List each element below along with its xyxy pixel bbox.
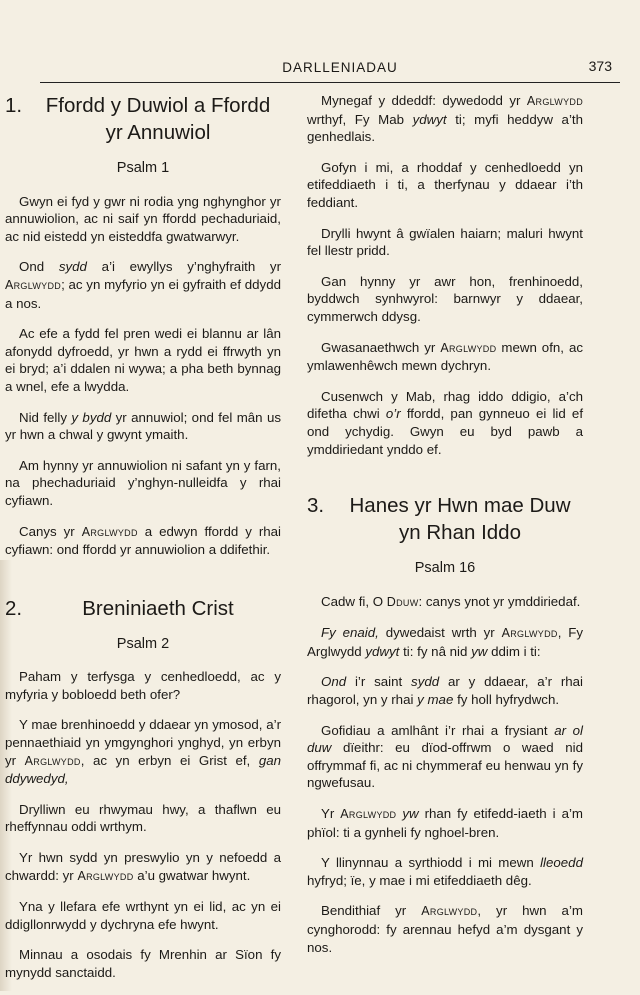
page-header: [40, 58, 620, 80]
verse: Gan hynny yr awr hon, frenhinoedd, byddwch synhwyrol: barnwyr y ddaear, cymmerwch ddysg.: [307, 273, 583, 324]
verse: Cusenwch y Mab, rhag iddo ddigio, a’ch difetha chwi o’r ffordd, pan gynneuo ei lid ef ond ychydig. Gwyn eu byd pawb a ymddiriedant ynddo ef.: [307, 388, 584, 457]
section-heading: [5, 92, 281, 146]
verse: Canys yr Arglwydd a edwyn ffordd y rhai cyfiawn: ond ffordd yr annuwiolion a ddifethir.: [5, 523, 281, 558]
section-title: Ffordd y Duwiol a Ffordd yr Annuwiol: [45, 94, 271, 144]
section-heading: [5, 595, 281, 622]
left-column: [5, 92, 281, 995]
verse: Fy enaid, dywedaist wrth yr Arglwydd, Fy Arglwydd ydwyt ti: fy nâ nid yw ddim i ti:: [307, 625, 584, 659]
verse: Minnau a osodais fy Mrenhin ar Sïon fy mynydd sanctaidd.: [5, 947, 281, 980]
verse: Paham y terfysga y cenhedloedd, ac y myfyria y bobloedd beth ofer?: [5, 669, 281, 702]
section-title: Hanes yr Hwn mae Duw yn Rhan Iddo: [349, 494, 571, 545]
header-rule: [40, 82, 620, 83]
verse: Cadw fi, O Dduw: canys ynot yr ymddiriedaf.: [321, 593, 581, 609]
verse: Yr hwn sydd yn preswylio yn y nefoedd a chwardd: yr Arglwydd a’u gwatwar hwynt.: [5, 850, 281, 883]
verse: Gwyn ei fyd y gwr ni rodia yng nghynghor yr annuwiolion, ac ni saif yn ffordd pechaduriaid, ac nid eistedd yn eisteddfa gwatwarwyr.: [5, 193, 281, 244]
section-title: Breniniaeth Crist: [82, 596, 234, 620]
verse: Gofidiau a amlhânt i’r rhai a frysiant ar ol duw dïeithr: eu dïod-offrwm o waed nid offrymmaf fi, ac ni chymmeraf eu henwau yn fy ngwefusau.: [307, 722, 583, 791]
section-heading: [307, 492, 583, 546]
section-number: 2.: [5, 596, 23, 620]
verse: Gwasanaethwch yr Arglwydd mewn ofn, ac ymlawenhêwch mewn dychryn.: [307, 339, 583, 374]
psalm-label: Psalm 1: [116, 160, 170, 176]
verse: Am hynny yr annuwiolion ni safant yn y farn, na phechaduriaid y’nghyn-nulleidfa y rhai cyfiawn.: [5, 457, 281, 508]
verse: Drylliwn eu rhwymau hwy, a thaflwn eu rheffynnau oddi wrthym.: [5, 801, 281, 835]
right-column: [307, 92, 583, 969]
verse: Yr Arglwydd yw rhan fy etifedd-iaeth i a’m phïol: ti a gynheli fy nghoel-bren.: [307, 806, 583, 840]
verse: Drylli hwynt â gwïalen haiarn; maluri hwynt fel llestr pridd.: [307, 225, 583, 259]
page-number: 373: [588, 58, 612, 74]
verse: Ond i’r saint sydd ar y ddaear, a’r rhai rhagorol, yn y rhai y mae fy holl hyfrydwch.: [307, 674, 584, 708]
verse: Yna y llefara efe wrthynt yn ei lid, ac yn ei ddigllonrwydd y dychryna efe hwynt.: [5, 899, 281, 932]
psalm-label: Psalm 2: [116, 635, 170, 652]
verse: Gofyn i mi, a rhoddaf y cenhedloedd yn etifeddiaeth i ti, a therfynau y ddaear i’th feddiant.: [307, 159, 583, 210]
verse: Ond sydd a’i ewyllys y’nghyfraith yr Arglwydd; ac yn myfyrio yn ei gyfraith ef ddydd a nos.: [5, 259, 282, 311]
verse: Y mae brenhinoedd y ddaear yn ymosod, a’r pennaethiaid yn ymgynghori ynghyd, yn erbyn yr Arglwydd, ac yn erbyn ei Grist ef, gan ddywedyd,: [5, 717, 281, 787]
verse: Mynegaf y ddeddf: dywedodd yr Arglwydd wrthyf, Fy Mab ydwyt ti; myfi heddyw a’th genhedlais.: [307, 93, 583, 145]
section-number: 1.: [5, 94, 23, 117]
verse: Y llinynnau a syrthiodd i mi mewn lleoedd hyfryd; ïe, y mae i mi etifeddiaeth dêg.: [307, 855, 583, 888]
verse: Ac efe a fydd fel pren wedi ei blannu ar lân afonydd dyfroedd, yr hwn a rydd ei ffrwyth yn ei bryd; a’i ddalen ni wywa; a pha beth bynnag a wnel, efe a lwydda.: [5, 326, 281, 394]
verse: Nid felly y bydd yr annuwiol; ond fel mân us yr hwn a chwal y gwynt ymaith.: [5, 409, 281, 443]
section-number: 3.: [307, 494, 325, 518]
verse: Bendithiaf yr Arglwydd, yr hwn a’m cynghorodd: fy arennau hefyd a’m dysgant y nos.: [307, 903, 583, 955]
psalm-label: Psalm 16: [414, 560, 476, 577]
running-head: DARLLENIADAU: [282, 60, 398, 75]
